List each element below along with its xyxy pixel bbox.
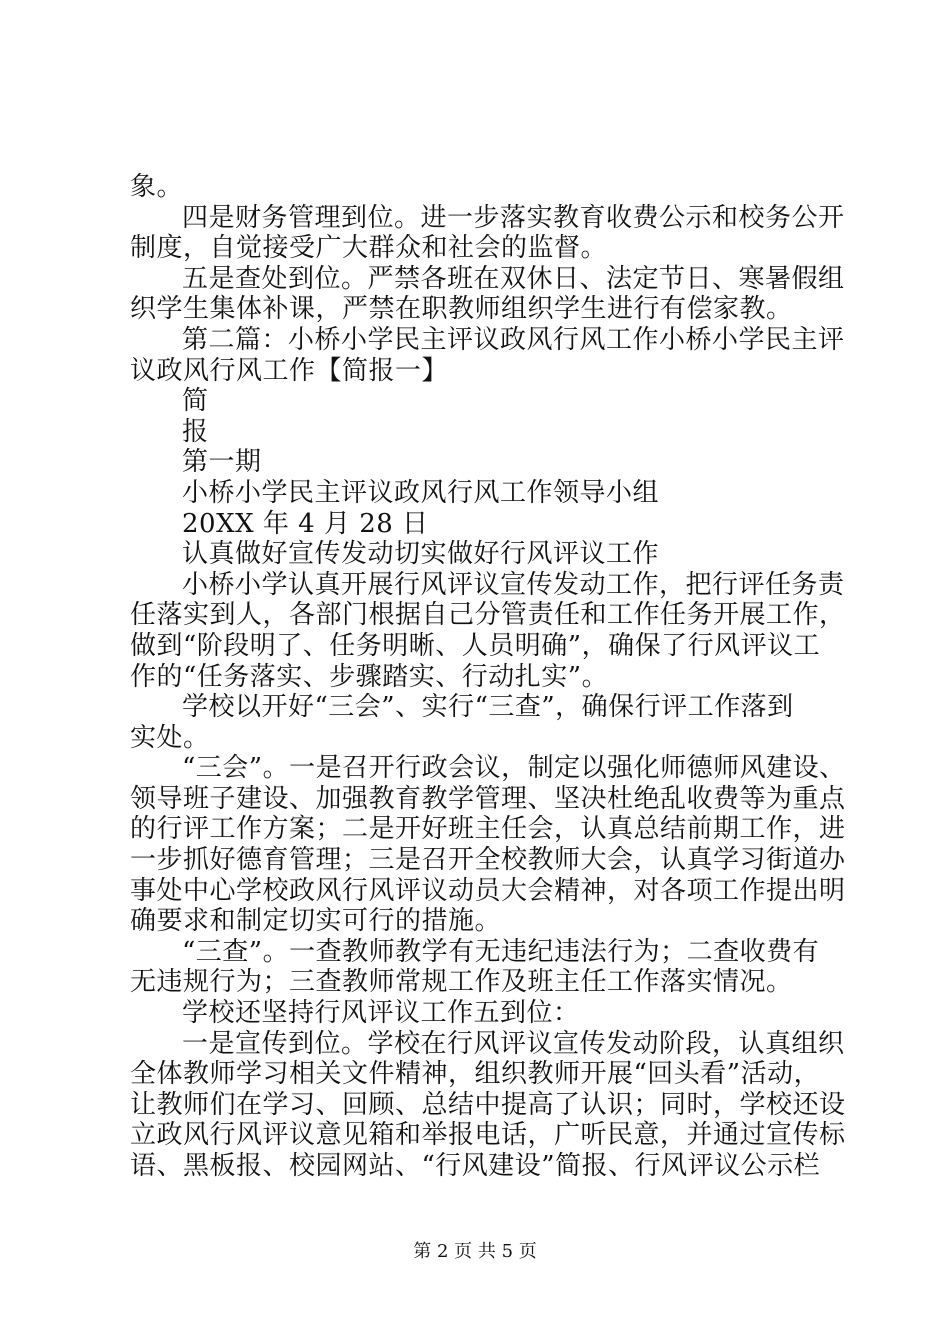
text-line: 一是宣传到位。学校在行风评议宣传发动阶段，认真组织	[182, 1028, 845, 1059]
text-line: 做到“阶段明了、任务明晰、人员明确”，确保了行风评议工	[130, 630, 821, 661]
text-line: 一步抓好德育管理；三是召开全校教师大会，认真学习街道办	[130, 845, 846, 876]
text-line: 全体教师学习相关文件精神，组织教师开展“回头看”活动，	[130, 1059, 821, 1090]
issuing-group: 小桥小学民主评议政风行风工作领导小组	[182, 477, 660, 508]
issue-date: 20XX 年 4 月 28 日	[182, 508, 429, 539]
bulletin-title: 简	[182, 386, 209, 417]
text-line: 作的“任务落实、步骤踏实、行动扎实”。	[130, 661, 609, 692]
text-line: 领导班子建设、加强教育教学管理、坚决杜绝乱收费等为重点	[130, 783, 846, 814]
document-body	[130, 172, 846, 1182]
text-line: 学校还坚持行风评议工作五到位：	[182, 998, 580, 1029]
text-line: 织学生集体补课，严禁在职教师组织学生进行有偿家教。	[130, 294, 793, 325]
section-heading: 第二篇：小桥小学民主评议政风行风工作小桥小学民主评	[182, 324, 845, 355]
text-line: 制度，自觉接受广大群众和社会的监督。	[130, 233, 608, 264]
article-title: 认真做好宣传发动切实做好行风评议工作	[182, 539, 660, 570]
text-line: 实处。	[130, 722, 210, 753]
text-line: 事处中心学校政风行风评议动员大会精神，对各项工作提出明	[130, 875, 846, 906]
section-heading: 议政风行风工作【简报一】	[130, 355, 449, 386]
page-footer: 第 2 页 共 5 页	[413, 1241, 537, 1262]
bulletin-title: 报	[182, 416, 209, 447]
text-line: 学校以开好“三会”、实行“三查”，确保行评工作落到	[182, 692, 794, 723]
text-line: 确要求和制定切实可行的措施。	[130, 906, 502, 937]
text-line: 语、黑板报、校园网站、“行风建设”简报、行风评议公示栏	[130, 1151, 821, 1181]
text-line: 立政风行风评议意见箱和举报电话，广听民意，并通过宣传标	[130, 1120, 846, 1151]
text-line: 无违规行为；三查教师常规工作及班主任工作落实情况。	[130, 967, 793, 998]
text-line: “三查”。一查教师教学有无违纪违法行为；二查收费有	[182, 936, 820, 967]
text-line: 让教师们在学习、回顾、总结中提高了认识；同时，学校还设	[130, 1089, 846, 1120]
text-line: 四是财务管理到位。进一步落实教育收费公示和校务公开	[182, 202, 845, 233]
issue-number: 第一期	[182, 447, 262, 478]
text-line: 小桥小学认真开展行风评议宣传发动工作，把行评任务责	[182, 569, 845, 600]
text-line: 任落实到人，各部门根据自己分管责任和工作任务开展工作，	[130, 600, 846, 631]
text-line: “三会”。一是召开行政会议，制定以强化师德师风建设、	[182, 753, 846, 784]
text-line: 的行评工作方案；二是开好班主任会，认真总结前期工作，进	[130, 814, 846, 845]
text-line: 象。	[130, 172, 184, 202]
text-line: 五是查处到位。严禁各班在双休日、法定节日、寒暑假组	[182, 263, 845, 294]
